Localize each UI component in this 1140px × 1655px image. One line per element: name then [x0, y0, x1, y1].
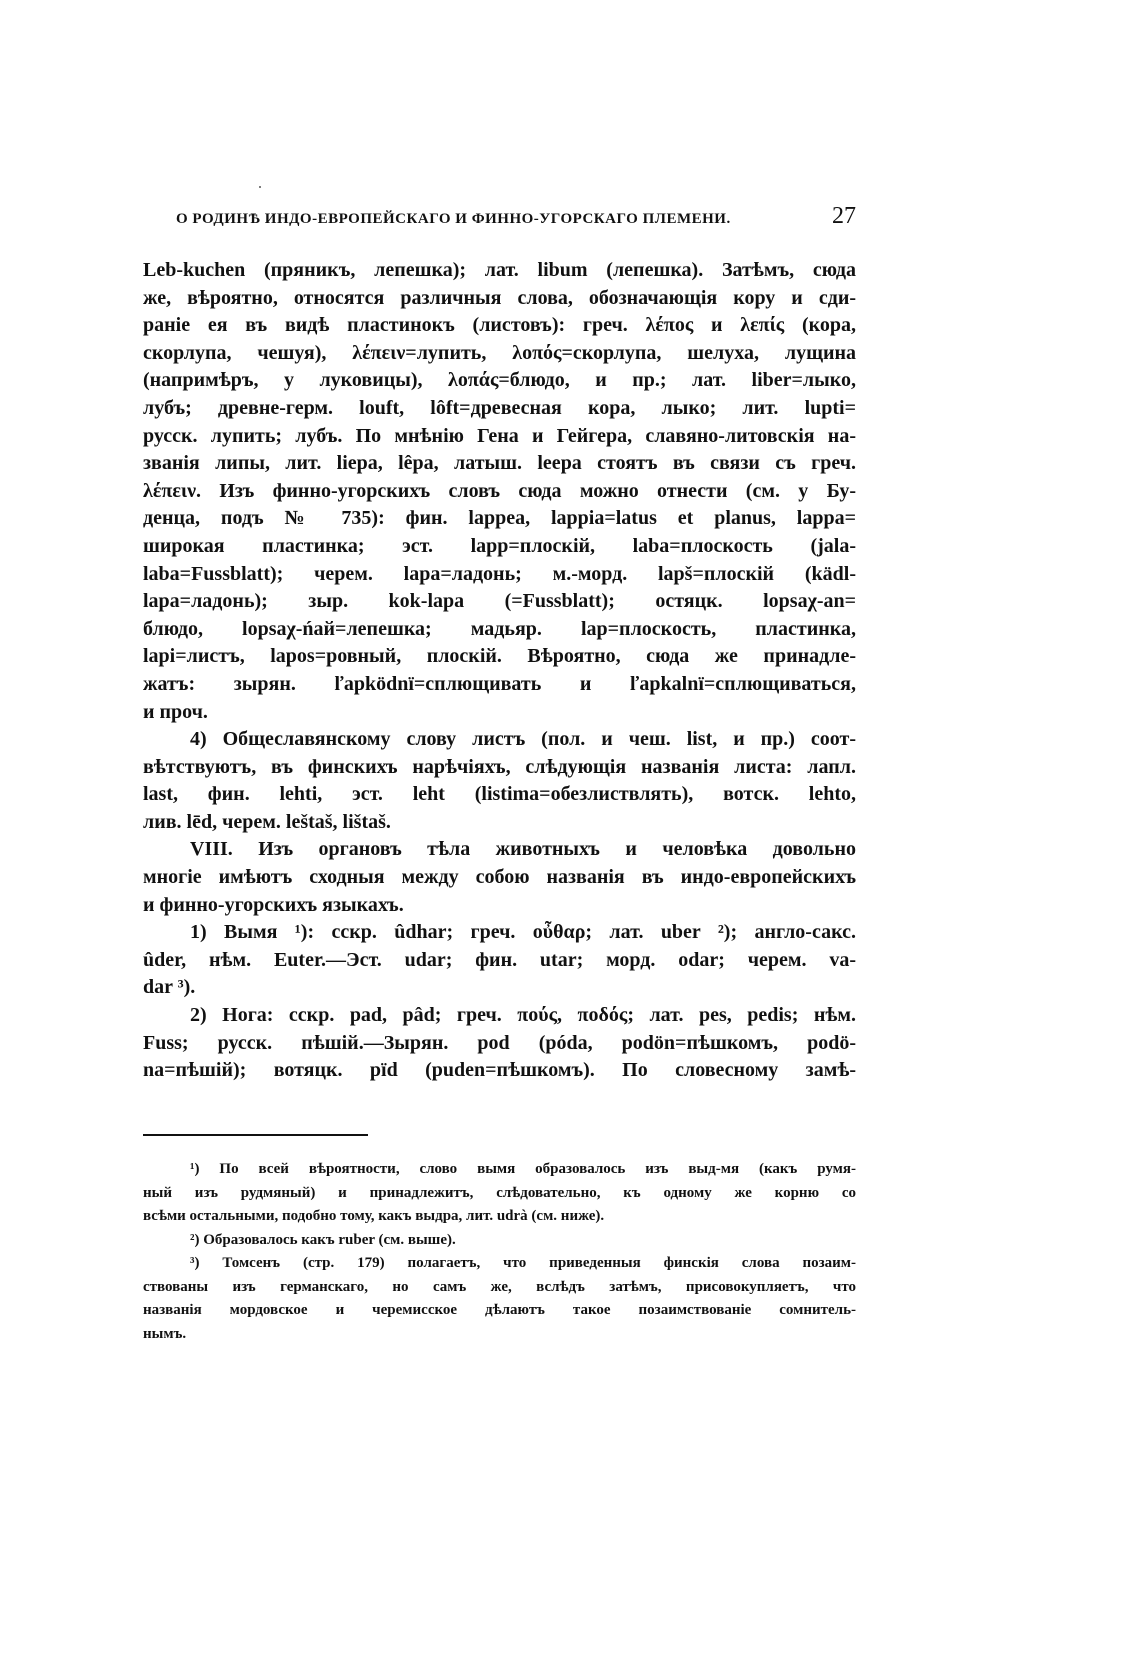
footnote-line: названія мордовское и черемисское дѣлаютъ такое позаимствованіе сомнитель- — [143, 1302, 856, 1318]
text-line: лубъ; древне-герм. louft, lôft=древесная кора, лыко; лит. lupti= — [143, 396, 856, 419]
text-line: lapa=ладонь); зыр. kok-lapa (=Fussblatt); остяцк. lopsaχ-an= — [143, 590, 856, 613]
text-line: (напримѣръ, у луковицы), λοπάς=блюдо, и пр.; лат. liber=лыко, — [143, 369, 856, 392]
text-line: блюдо, lopsaχ-ńaй=лепешка; мадьяр. lap=плоскость, пластинка, — [143, 617, 856, 640]
text-line: же, вѣроятно, относятся различныя слова, обозначающія кору и сди- — [143, 286, 856, 309]
text-line: широкая пластинка; эст. lapp=плоскій, laba=плоскость (jala- — [143, 534, 856, 557]
text-line: лив. lēd, черем. leštaš, lištaš. — [143, 810, 391, 833]
text-line: раніе ея въ видѣ пластинокъ (листовъ): греч. λέπος и λεπίς (кора, — [143, 314, 856, 337]
section-heading-line: VIII. Изъ органовъ тѣла животныхъ и человѣка довольно — [190, 838, 856, 861]
text-line: Fuss; русск. пѣшій.—Зырян. pod (póda, podön=пѣшкомъ, podö- — [143, 1031, 856, 1054]
footnote-line: ный изъ рудмяный) и принадлежитъ, слѣдовательно, къ одному же корню со — [143, 1184, 856, 1201]
footnote-line: всѣми остальными, подобно тому, какъ выдра, лит. udrà (см. ниже). — [143, 1208, 605, 1224]
text-line: русск. лупить; лубъ. По мнѣнію Гена и Гейгера, славяно-литовскія на- — [143, 424, 856, 447]
text-line: скорлупа, чешуя), λέπειν=лупить, λοπός=скорлупа, шелуха, лущина — [143, 341, 856, 364]
text-line: и финно-угорскихъ языкахъ. — [143, 893, 404, 916]
footnotes — [143, 1158, 856, 1346]
text-line: dar ³). — [143, 976, 196, 999]
text-line: na=пѣшій); вотяцк. pïd (puden=пѣшкомъ). По словесному замѣ- — [143, 1059, 856, 1082]
text-line: 2) Нога: сскр. pad, pâd; греч. πούς, ποδός; лат. pes, pedis; нѣм. — [190, 1004, 856, 1027]
text-line: званія липы, лит. liepa, lêpa, латыш. leepa стоятъ въ связи съ греч. — [143, 452, 856, 475]
page-header — [176, 203, 856, 230]
text-line: вѣтствуютъ, въ финскихъ нарѣчіяхъ, слѣдующія названія листа: лапл. — [143, 755, 856, 778]
text-line: 1) Вымя ¹): сскр. ûdhar; греч. οὖθαρ; лат. uber ²); англо-сакс. — [190, 921, 856, 944]
text-line: laba=Fussblatt); черем. lapa=ладонь; м.-морд. lapš=плоскій (kädl- — [143, 562, 856, 585]
text-line: и проч. — [143, 700, 208, 723]
footnote-line: ствованы изъ германскаго, но самъ же, вслѣдъ затѣмъ, присовокупляетъ, что — [143, 1278, 856, 1295]
footnote-line: ³) Томсенъ (стр. 179) полагаетъ, что приведенныя финскія слова позаим- — [190, 1255, 856, 1271]
text-line: λέπειν. Изъ финно-угорскихъ словъ сюда можно отнести (см. у Бу- — [143, 479, 856, 502]
running-title: О РОДИНѢ ИНДО-ЕВРОПЕЙСКАГО И ФИННО-УГОРСКАГО ПЛЕМЕНИ. — [176, 211, 731, 227]
text-line: многіе имѣютъ сходныя между собою названія въ индо-европейскихъ — [143, 866, 856, 889]
page-number: 27 — [832, 203, 856, 229]
text-line: last, фин. lehti, эст. leht (listima=обезлиствлять), вотск. lehto, — [143, 783, 856, 806]
text-line: денца, подъ № 735): фин. lappea, lappia=latus et planus, lappa= — [143, 507, 856, 530]
body-text — [143, 257, 856, 1085]
text-line: жатъ: зырян. ľapködnï=сплющивать и ľapkalnï=сплющиваться, — [143, 672, 856, 695]
footnote-line: ²) Образовалось какъ ruber (см. выше). — [190, 1231, 456, 1248]
text-line: Leb-kuchen (пряникъ, лепешка); лат. libum (лепешка). Затѣмъ, сюда — [143, 259, 856, 281]
print-speck — [259, 186, 261, 188]
text-line: ûder, нѣм. Euter.—Эст. udar; фин. utar; морд. odar; черем. va- — [143, 948, 856, 971]
footnote-line: нымъ. — [143, 1325, 187, 1342]
text-line: lapi=листъ, lapos=ровный, плоскій. Вѣроятно, сюда же принадле- — [143, 645, 856, 668]
footnote-divider — [143, 1134, 368, 1136]
footnote-line: ¹) По всей вѣроятности, слово вымя образовалось изъ выд-мя (какъ румя- — [190, 1161, 856, 1177]
text-line: 4) Общеславянскому слову листъ (пол. и чеш. list, и пр.) соот- — [190, 728, 856, 751]
